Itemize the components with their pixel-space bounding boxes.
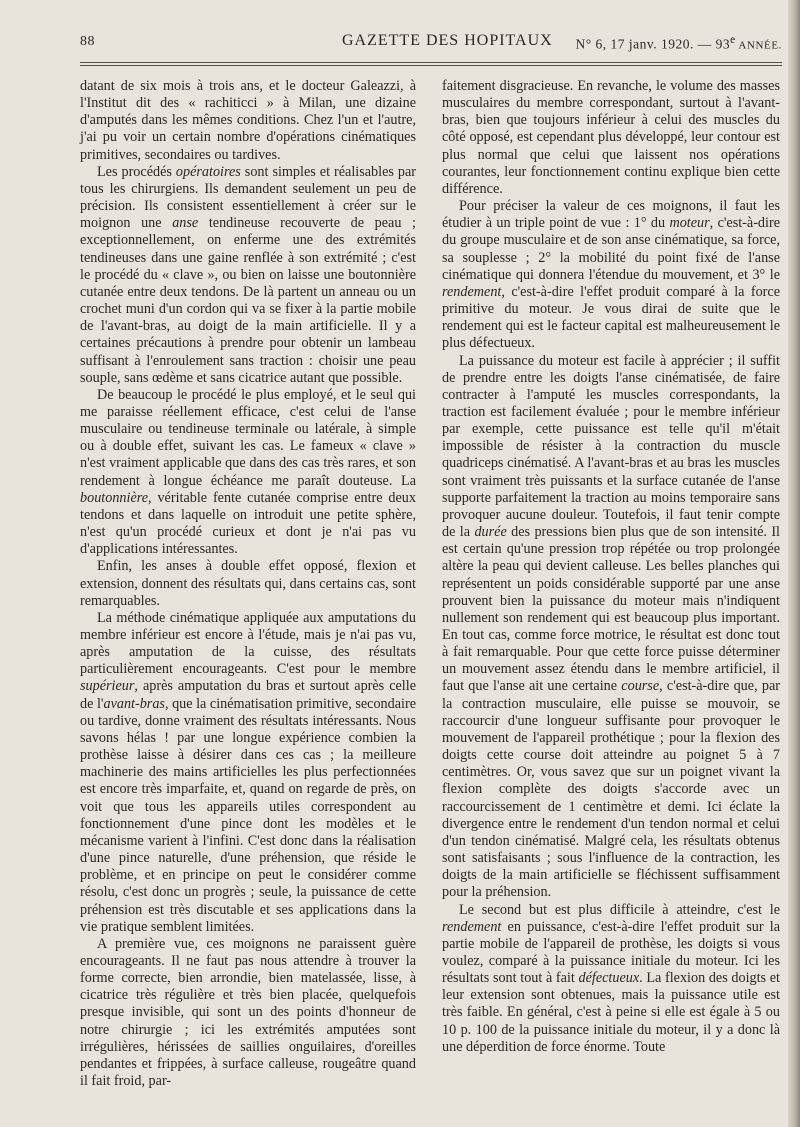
page-number: 88	[80, 34, 95, 49]
text-run: des pressions bien plus que de son intensité. Il est certain qu'une pression trop répétée ou trop prolongée altère la peau qui devient calleuse. Les belles planches qui représentent un poids considérable supporté par une anse prouvent bien la puissance du moteur mais n'indiquent nullement son rendement qui est beaucoup plus important. En tout cas, comme force motrice, le résultat est donc tout à fait remarquable. Pour que cette force puisse déterminer un mouvement assez étendu dans le membre artificiel, il faut que l'anse ait une certaine	[442, 524, 780, 695]
paragraph	[442, 198, 780, 352]
text-run: . La flexion des doigts et leur extension sont obtenues, mais la puissance utile est très faible. En général, c'est à peine si elle est égale à 5 ou 10 p. 100 de la puissance initiale du moteur, il y a donc là une déperdition de force énorme. Toute	[442, 970, 780, 1055]
paragraph: datant de six mois à trois ans, et le docteur Galeazzi, à l'Institut dit des « rachiticci » à Milan, une dizaine d'amputés dans les mêmes conditions. Chez l'un et l'autre, j'ai pu voir un certain nombre d'opérations cinématiques primitives, secondaires ou tardives.	[80, 78, 416, 163]
text-run: , c'est-à-dire que, par la contraction musculaire, elle puisse se mouvoir, se raccourcir d'une longueur suffisante pour provoquer le mouvement de l'appareil prothétique ; pour la flexion des doigts cette course doit atteindre au poignet 5 à 7 centimètres. Or, vous savez que sur un poignet vivant la flexion complète des doigts s'accorde avec un raccourcissement de 1 centimètre et demi. Ici éclate la divergence entre le rendement d'un tendon normal et celui d'un tendon cinématisé. Malgré cela, les résultats obtenus sont satisfaisants ; sous l'influence de la contraction, les doigts de la main artificielle se fléchissent suffisamment pour la préhension.	[442, 678, 780, 901]
italic-term: rendement	[442, 283, 502, 300]
paragraph: faitement disgracieuse. En revanche, le volume des masses musculaires du membre correspondant, surtout à l'avant-bras, bien que toujours inférieur à celui des muscles du côté opposé, est cependant plus développé, leur contour est plus normal que celui que laissent nos opérations courantes, leur fonctionnement continu explique bien cette différence.	[442, 78, 780, 197]
issue-date: N° 6, 17 janv. 1920. — 93	[575, 36, 731, 52]
issue-year-label: ANNÉE.	[735, 39, 782, 52]
text-run: , après amputation du bras et surtout après celle de l'	[80, 678, 416, 712]
text-run: Pour préciser la valeur de ces moignons, il faut les étudier à un triple point de vue : 1° du	[442, 198, 780, 232]
text-run: en puissance, c'est-à-dire l'effet produit sur la partie mobile de l'appareil de prothèse, les doigts si vous voulez, comparé à la puissance initiale du moteur. Ici les résultats sont tout à fait	[442, 918, 780, 987]
header-double-rule	[80, 62, 782, 66]
text-run: sont simples et réalisables par tous les chirurgiens. Ils demandent seulement un peu de précision. Ils consistent essentiellement à créer sur le moignon une	[80, 163, 417, 232]
text-run: tendineuse recouverte de peau ; exceptionnellement, on enferme une des extrémités tendineuses dans une gaine renflée à son extrémité ; c'est le procédé du « clave », ou bien on laisse une boutonnière cutanée entre deux tendons. De là partent un anneau ou un crochet muni d'un cordon qui va se fixer à la partie mobile de l'avant-bras, au doigt de la main artificielle. Il y a certaines précautions à prendre pour obtenir un lambeau suffisant à l'enroulement sans traction : choisir une peau souple, sans œdème et sans cicatrice autant que possible.	[80, 215, 416, 386]
italic-term: boutonnière	[80, 489, 149, 506]
text-run: , véritable fente cutanée comprise entre deux tendons et dans laquelle on introduit une petite sphère, n'est qu'un procédé curieux et dont je n'ai pas vu d'applications intéressantes.	[80, 489, 416, 558]
text-run: La méthode cinématique appliquée aux amputations du membre inférieur est encore à l'étude, mais je n'ai pas vu, après amputation de la cuisse, des résultats particulièrement encourageants. C'est pour le membre	[80, 609, 416, 678]
italic-term: moteur	[669, 215, 710, 232]
issue-superscript: e	[730, 34, 736, 46]
text-run: , que la cinématisation primitive, secondaire ou tardive, donne vraiment des résultats intéressants. Nous savons hélas ! par une longue expérience combien la prothèse laisse à désirer dans ces cas ; la meilleure machinerie des mains artificielles les plus perfectionnées est encore très imparfaite, et, quand on regarde de près, on voit que tous les appareils utiles correspondent au fonctionnement d'une pince dont les modèles et le mécanisme varient à l'infini. C'est donc dans la réalisation d'une pince naturelle, d'une préhension, que réside le problème, et en principe on peut le considérer comme résolu, c'est donc un progrès ; seule, la puissance de cette préhension est très discutable et ses applications dans la vie pratique semblent limitées.	[80, 695, 416, 935]
italic-term: défectueux	[578, 970, 640, 987]
paragraph	[442, 353, 780, 902]
paragraph	[442, 902, 780, 1056]
right-column	[442, 78, 780, 1056]
text-run: Les procédés	[97, 163, 176, 180]
paragraph	[80, 164, 416, 387]
journal-title: GAZETTE DES HOPITAUX	[342, 32, 553, 49]
paragraph: Enfin, les anses à double effet opposé, flexion et extension, donnent des résultats qui, dans certains cas, sont remarquables.	[80, 558, 416, 609]
italic-term: course	[621, 678, 660, 695]
running-header	[80, 30, 784, 54]
page-edge-shadow	[788, 0, 800, 1127]
italic-term: durée	[474, 524, 507, 541]
left-column	[80, 78, 416, 1090]
italic-term: rendement	[442, 918, 502, 935]
italic-term: supérieur	[80, 678, 135, 695]
text-run: , c'est-à-dire l'effet produit comparé à la force primitive du moteur. Je vous dirai de suite que le rendement qui est le facteur capital est malheureusement le plus défectueux.	[442, 283, 780, 352]
text-run: La puissance du moteur est facile à apprécier ; il suffit de prendre entre les doigts l'anse cinématisée, de faire contracter à l'amputé les muscles correspondants, la traction est facilement évaluée ; pour le membre inférieur par exemple, cette puissance est telle qu'il m'était impossible de résister à la contraction du muscle quadriceps cinématisé. A l'avant-bras et au bras les muscles sont vraiment très puissants et la surface cutanée de l'anse supporte parfaitement la traction au moins temporaire sans provoquer aucune douleur. Toutefois, il faut tenir compte de la	[442, 352, 780, 541]
text-run: Le second but est plus difficile à atteindre, c'est le	[459, 901, 780, 918]
italic-term: anse	[172, 215, 199, 232]
paragraph	[80, 610, 416, 936]
issue-info	[575, 34, 782, 53]
text-run: , c'est-à-dire du groupe musculaire et de son anse cinématique, sa force, sa souplesse ; 2° la mobilité du point fixé de l'anse cinématique qui donnera l'étendue du mouvement, et 3° le	[442, 215, 780, 283]
paragraph	[80, 387, 416, 559]
italic-term: opératoires	[175, 163, 241, 180]
italic-term: avant-bras	[103, 695, 165, 712]
paragraph: A première vue, ces moignons ne paraissent guère encourageants. Il ne faut pas nous attendre à trouver la forme correcte, bien arrondie, bien matelassée, lisse, à cicatrice très régulière et très bien placée, quelquefois presque invisible, qui sont un des points d'honneur de notre chirurgie ; ici les extrémités amputées sont irrégulières, hérissées de saillies onguilaires, d'oreilles pendantes et frippées, à surface calleuse, rougeâtre quand il fait froid, par-	[80, 935, 416, 1090]
text-run: De beaucoup le procédé le plus employé, et le seul qui me paraisse réellement efficace, c'est celui de l'anse musculaire ou tendineuse terminale ou latérale, à simple ou à double effet, suivant les cas. Le fameux « clave » n'est vraiment applicable que dans des cas très rares, et son rendement à longue échéance me paraît douteuse. La	[80, 386, 416, 489]
